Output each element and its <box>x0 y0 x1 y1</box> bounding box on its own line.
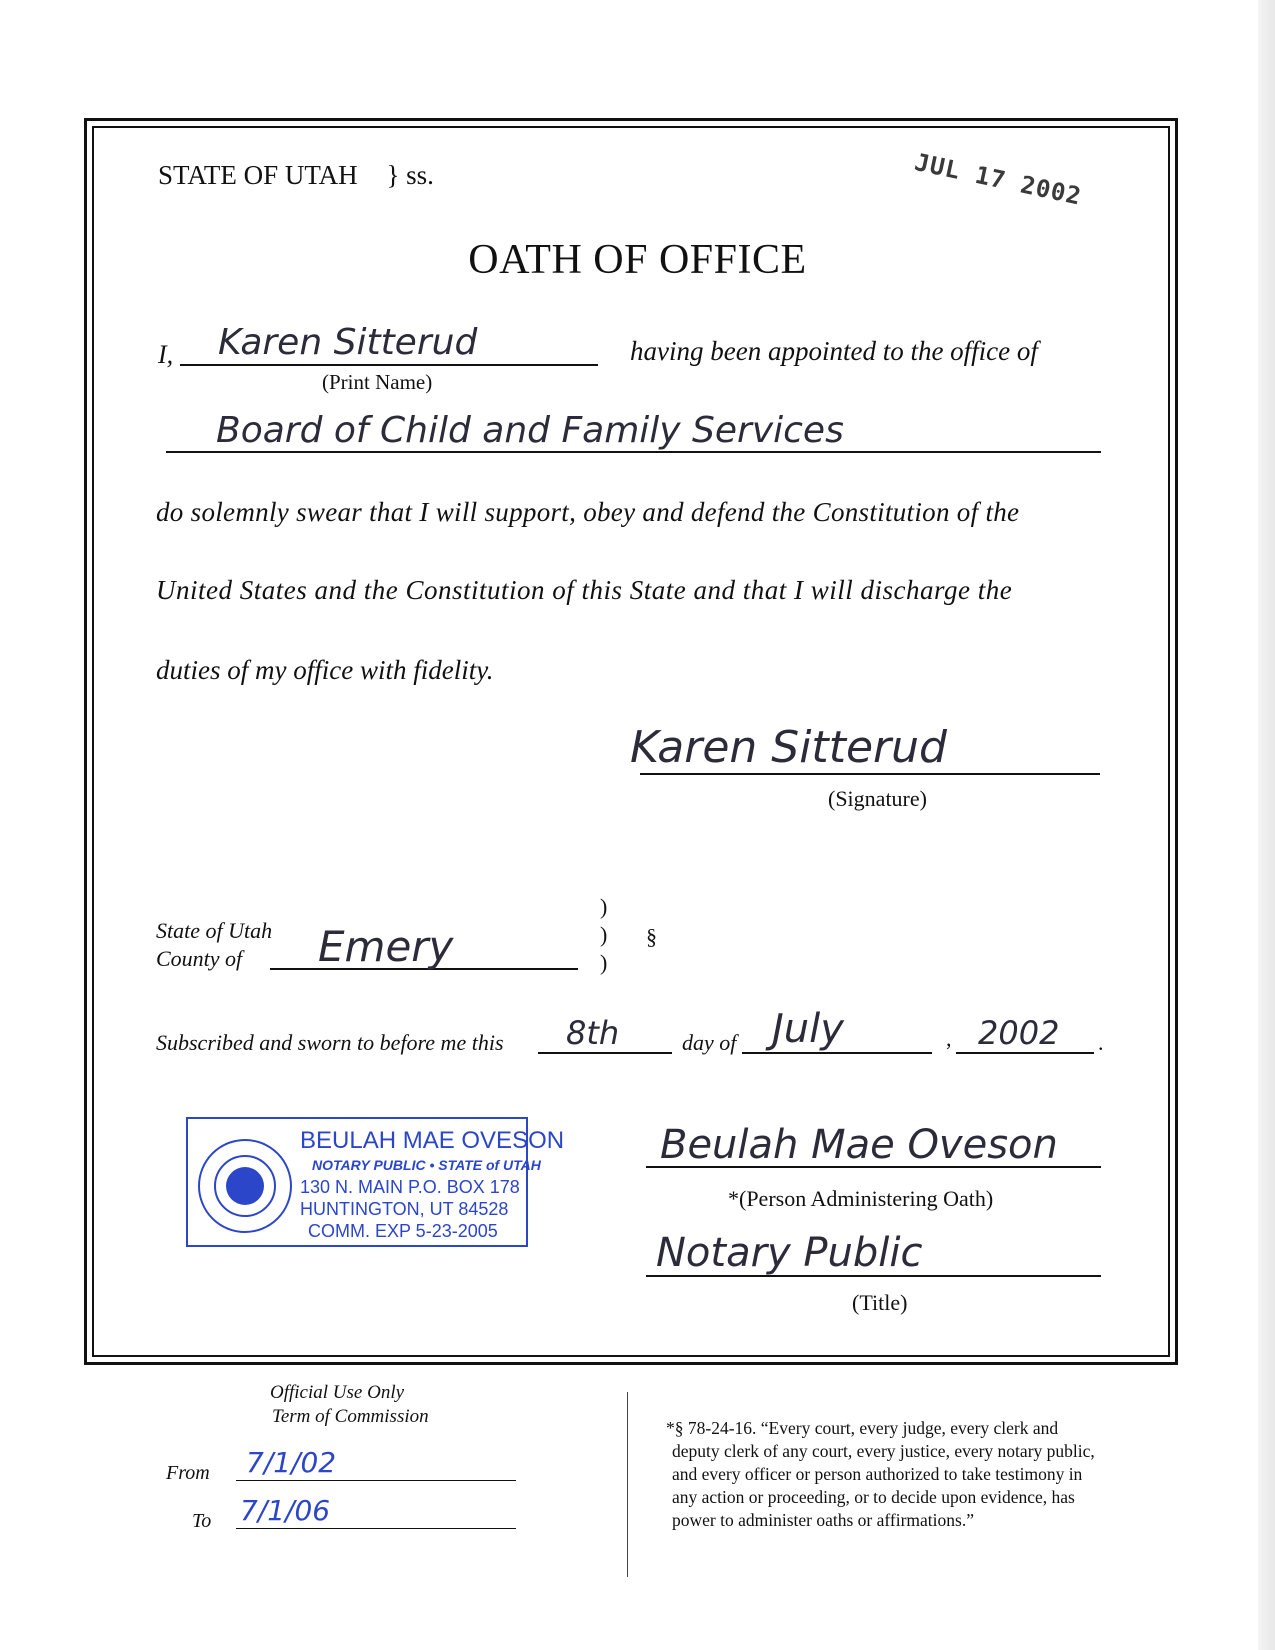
state-label: STATE OF UTAH <box>158 160 358 190</box>
notary-title: NOTARY PUBLIC • STATE of UTAH <box>312 1157 541 1173</box>
appointed-text: having been appointed to the office of <box>630 336 1038 366</box>
sworn-comma: , <box>946 1026 952 1051</box>
year-line <box>956 1052 1094 1054</box>
venue-paren-3: ) <box>600 950 608 975</box>
venue-state: State of Utah <box>156 918 273 943</box>
print-name-value: Karen Sitterud <box>218 322 478 363</box>
column-divider <box>627 1392 628 1577</box>
notary-commission: COMM. EXP 5-23-2005 <box>308 1221 498 1241</box>
i-prefix: I, <box>158 340 174 369</box>
official-use-heading: Official Use Only <box>270 1382 405 1403</box>
to-value: 7/1/06 <box>240 1494 331 1527</box>
footnote-line-2: deputy clerk of any court, every justice, every notary public, <box>672 1441 1095 1461</box>
office-value: Board of Child and Family Services <box>216 410 844 451</box>
day-line <box>538 1052 672 1054</box>
to-label: To <box>192 1510 212 1532</box>
administering-signature: Beulah Mae Oveson <box>660 1122 1058 1168</box>
notary-address-2: HUNTINGTON, UT 84528 <box>300 1199 509 1219</box>
footnote-line-1: *§ 78-24-16. “Every court, every judge, every clerk and <box>666 1418 1059 1438</box>
state-seal-icon <box>198 1139 292 1233</box>
sworn-prefix: Subscribed and sworn to before me this <box>156 1030 504 1055</box>
venue-county-label: County of <box>156 946 243 971</box>
day-value: 8th <box>566 1014 620 1052</box>
footnote-line-4: any action or proceeding, or to decide upon evidence, has <box>672 1487 1075 1507</box>
year-value: 2002 <box>978 1014 1060 1052</box>
sworn-period: . <box>1098 1030 1104 1055</box>
document-title: OATH OF OFFICE <box>468 237 807 283</box>
month-value: July <box>772 1006 844 1052</box>
signature-value: Karen Sitterud <box>630 722 947 773</box>
title-caption: (Title) <box>852 1290 908 1315</box>
print-name-caption: (Print Name) <box>322 370 433 394</box>
notary-address-1: 130 N. MAIN P.O. BOX 178 <box>300 1177 520 1197</box>
to-line <box>236 1528 516 1529</box>
oath-line-3: duties of my office with fidelity. <box>156 655 494 685</box>
footnote-line-5: power to administer oaths or affirmations.” <box>672 1510 974 1530</box>
print-name-line <box>180 364 598 366</box>
office-line <box>166 451 1101 453</box>
venue-paren-2: ) <box>600 922 608 947</box>
administering-caption: *(Person Administering Oath) <box>728 1186 994 1211</box>
signature-line <box>640 773 1100 775</box>
received-date-stamp: JUL 17 2002 <box>912 148 1085 211</box>
ss-label: } ss. <box>386 160 434 190</box>
venue-paren-1: ) <box>600 894 608 919</box>
oath-line-1: do solemnly swear that I will support, obey and defend the Constitution of the <box>156 497 1020 527</box>
footnote-line-3: and every officer or person authorized to take testimony in <box>672 1464 1083 1484</box>
month-line <box>742 1052 932 1054</box>
term-heading: Term of Commission <box>272 1406 429 1427</box>
day-of-label: day of <box>682 1030 737 1055</box>
notary-stamp <box>186 1117 565 1247</box>
title-value: Notary Public <box>656 1230 923 1276</box>
county-value: Emery <box>318 922 454 971</box>
from-value: 7/1/02 <box>246 1446 337 1479</box>
from-line <box>236 1480 516 1481</box>
oath-line-2: United States and the Constitution of this State and that I will discharge the <box>156 575 1013 605</box>
from-label: From <box>166 1462 210 1484</box>
section-symbol: § <box>646 924 657 949</box>
notary-name: BEULAH MAE OVESON <box>300 1127 565 1154</box>
state-heading <box>158 160 434 191</box>
signature-caption: (Signature) <box>828 786 927 811</box>
